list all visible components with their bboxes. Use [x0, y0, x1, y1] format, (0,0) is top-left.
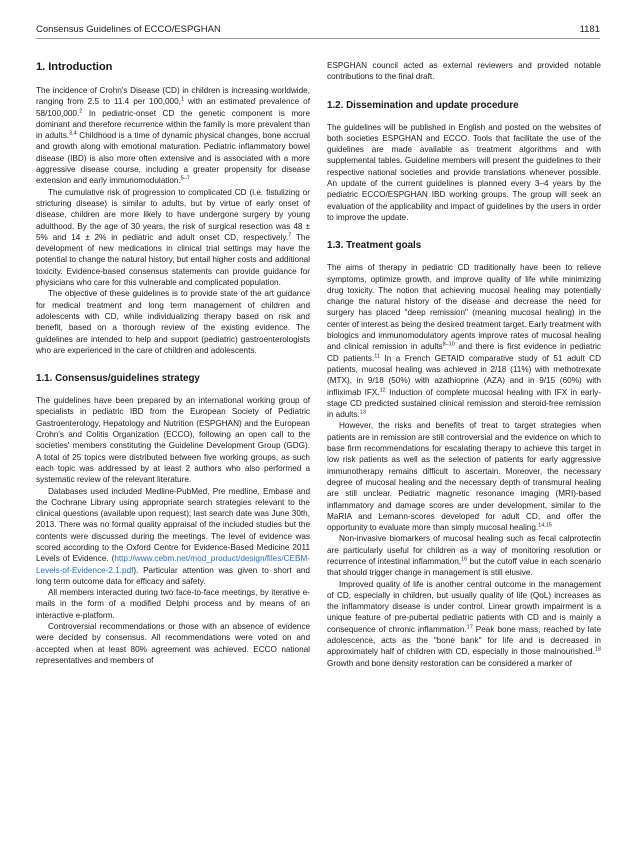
running-header	[36, 22, 600, 39]
paragraph-strategy-1: The guidelines have been prepared by an international working group of specialists in pediatric IBD from the European Society of Pediatric Gastroenterology, Hepatology and Nutrition (ESPGHAN) and the European Crohn's and Colitis Organization (ECCO), following an open call to the societies' members constituting the Guideline Development Group (GDG). A total of 25 topics were distributed between five working groups, as such each topic was addressed by at least 2 authors who also performed a systematic review of the relevant literature.	[36, 396, 310, 485]
paragraph-goals-1: The aims of therapy in pediatric CD traditionally have been to relieve symptoms, optimize growth, and improve quality of life while minimizing drug toxicity. The notion that achieving mucosal healing may potentially change the natural history of the disease and decrease the need for surgery has placed "deep remission" (meaning mucosal healing) in the center of interest as being the desired treatment target. Early treatment with biologics and immunomodulatory agents improve rates of mucosal healing and clinical remission in adults$^{8-10}$ and there is first evidence in pediatric CD patients.$^{11}$ In a French GETAID comparative study of 51 adult CD patients, mucosal healing was achieved in 2/18 (11%) with methotrexate (MTX), in 9/18 (50%) with azathioprine (AZA) and in 9/15 (60%) with infliximab IFX.$^{12}$ Induction of complete mucosal healing with IFX in early-stage CD predicted sustained clinical remission and steroid-free remission in adults.$^{13}$	[327, 263, 601, 420]
paragraph-intro-3: The objective of these guidelines is to provide state of the art guidance for medical treatment and long term management of children and adolescents with CD, while individualizing therapy based on risk and benefit, based on a thorough review of the existing evidence. The guidelines are intended to help and support (pediatric) gastroenterologists who are experienced in the care of children and adolescents.	[36, 289, 310, 355]
paragraph-strategy-2: Databases used included Medline-PubMed, Pre medline, Embase and the Cochrane Library using appropriate search strategies relevant to the clinical questions (available upon request); last search date was June 30th, 2013. There was no formal quality appraisal of the included studies but the contents were discussed during the meetings. The level of evidence was scored according to the Oxford Centre for Evidence-Based Medicine 2011 Levels of Evidence. (http://www.cebm.net/mod_product/design/files/CEBM-Levels-of-Evidence-2.1.pdf). Particular attention was given to short and long term outcome data for efficacy and safety.	[36, 486, 310, 586]
section-title-introduction: 1. Introduction	[36, 61, 113, 73]
paragraph-intro-1: The incidence of Crohn's Disease (CD) in children is increasing worldwide, ranging from 2.5 to 11.4 per 100,000,$^1$ with an estimated prevalence of 58/100,000.$^2$ In pediatric-onset CD the genetic component is more dominant and therefore recurrence within the family is more prevalent than in adults.$^{3,4}$ Childhood is a time of dynamic physical changes, bone accrual and growth along with emotional maturation. Pediatric inflammatory bowel disease (IBD) is also more often extensive and is associated with a more aggressive disease course, including a greater propensity for disease extension and early immunomodulation.$^{5-7}$	[36, 86, 311, 186]
section-title-consensus-strategy: 1.1. Consensus/guidelines strategy	[36, 373, 200, 385]
right-column	[327, 60, 601, 669]
paragraph-goals-2: However, the risks and benefits of treat to target strategies when patients are in remission are still controversial and the evidence on which to base firm recommendations for escalating therapy to achieve this target in low risk patients as well as the selection of patients for early aggressive immunotherapy remains difficult to ascertain. Moreover, the necessary degree of mucosal healing and the necessary depth of transmural healing are still unclear. Pediatric magnetic resonance imaging (MRI)-based inflammatory and damage scores are under development, similar to the MaRIA and Lemann-scores developed for adult CD, and offer the opportunity to evaluate more than simply mucosal healing.$^{14,15}$	[327, 421, 601, 533]
paragraph-strategy-3: All members interacted during two face-to-face meetings, by iterative e-mails in the form of a modified Delphi process and by means of an interactive e-platform.	[36, 588, 310, 620]
paragraph-goals-3: Non-invasive biomarkers of mucosal healing such as fecal calprotectin are particularly useful for children as a way of monitoring resolution or recurrence of intestinal inflammation,$^{16}$ but the cutoff value in each scenario that should trigger change in management is still elusive.	[327, 534, 601, 578]
paragraph-goals-4: Improved quality of life is another central outcome in the management of CD, especially in children, but usually quality of life (QoL) increases as the inflammatory disease is under control. Linear growth impairment is a unique feature of pre-pubertal pediatric patients with CD and is mainly a consequence of chronic inflammation.$^{17}$ Peak bone mass, reached by late adolescence, acts as the "bone bank" for life and is decreased in approximately half of children with CD, especially in those malnourished.$^{18}$ Growth and bone density restoration can be considered a marker of	[327, 579, 601, 668]
left-column	[36, 60, 310, 666]
section-title-dissemination: 1.2. Dissemination and update procedure	[327, 99, 519, 111]
journal-title: Consensus Guidelines of ECCO/ESPGHAN	[36, 24, 221, 35]
paragraph-strategy-continued: ESPGHAN council acted as external reviewers and provided notable contributions to the final draft.	[327, 61, 601, 82]
paragraph-intro-2: The cumulative risk of progression to complicated CD (i.e. fistulizing or stricturing disease) is similar to adults, but by virtue of early onset of disease, children are more likely to have undergone surgery by young adulthood. By the age of 30 years, the risk of surgical resection was 48 ± 5% and 14 ± 2% in pediatric and adult onset CD, respectively.$^7$ The development of new medications in clinical trial settings may have the potential to change the natural history, but entail higher costs and additional toxicity. Evidence-based consensus statements can provide guidance for physicians who care for this vulnerable and complicated population.	[36, 187, 310, 288]
paragraph-strategy-4: Controversial recommendations or those with an absence of evidence were decided by consensus. All recommendations were voted on and accepted when at least 80% agreement was achieved. ECCO national representatives and members of	[36, 622, 310, 665]
page-number: 1181	[579, 24, 600, 35]
cebm-link[interactable]: http://www.cebm.net/mod_product/design/files/CEBM-Levels-of-Evidence-2.1.pdf	[36, 554, 310, 575]
paragraph-dissemination: The guidelines will be published in English and posted on the websites of both societies ESPGHAN and ECCO. Tools that facilitate the use of the guidelines are made available as treatment algorithms and with supplemental tables. Guideline members will present the guidelines to their respective national societies and provide translations whenever possible. An update of the current guidelines is planned every 3–4 years by the pediatric ECCO/ESPGHAN IBD working groups. The group will seek an evaluation of the applicability and impact of guidelines by the users in order to improve the update.	[327, 122, 601, 222]
section-title-treatment-goals: 1.3. Treatment goals	[327, 240, 422, 252]
